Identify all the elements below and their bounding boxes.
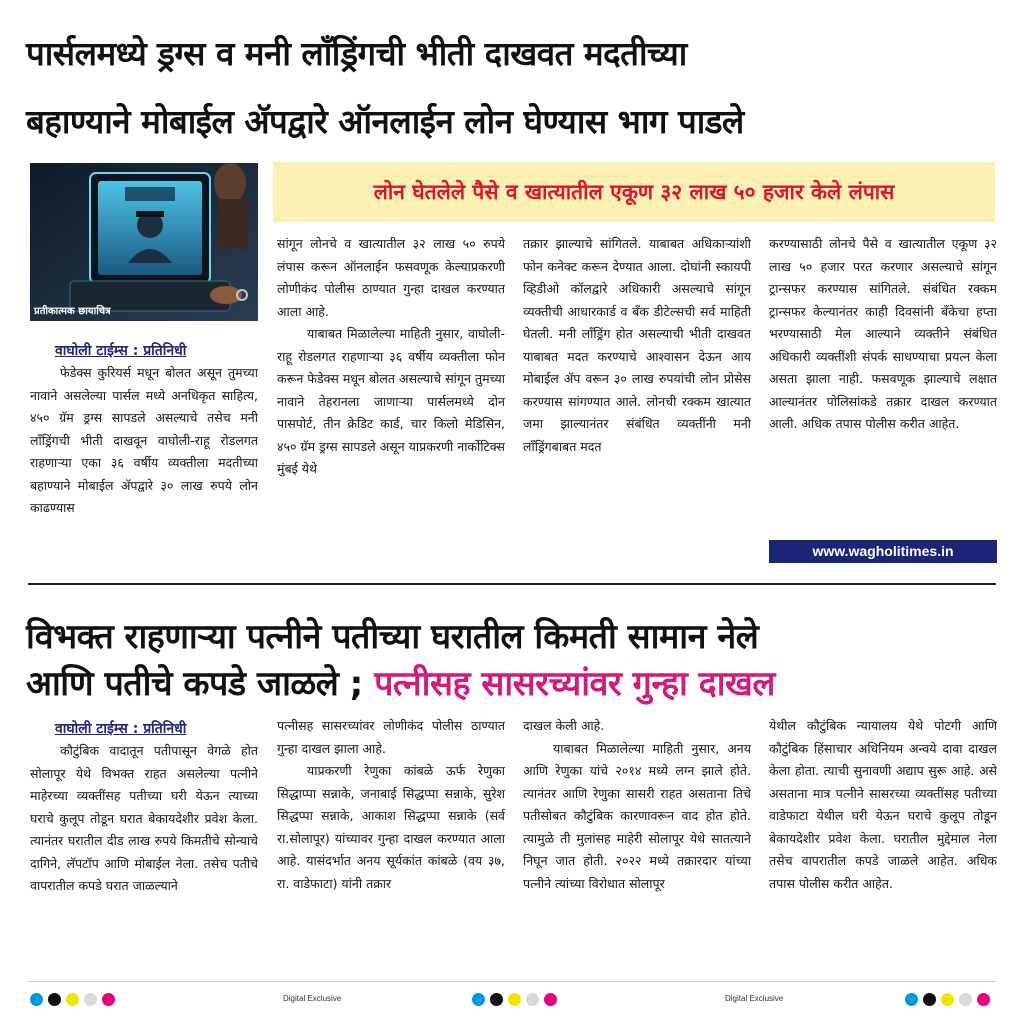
- paragraph: येथील कौटुंबिक न्यायालय येथे पोटगी आणि कौटुंबिक हिंसाचार अधिनियम अन्वये दावा दाखल केला होता. त्याची सुनावणी अद्याप सुरू आहे. असे असताना मात्र पत्नीने सासरच्या व्यक्तींसह पतीच्या वाडेफाटा येथील घरी येऊन घराचे कुलूप तोडून बेकायदेशीर प्रवेश केला. घरातील मुद्देमाल नेला तसेच वापरातील कपडे जाळले आहेत. अधिक तपास पोलीस करीत आहेत.: [769, 718, 997, 891]
- registration-dot: [923, 993, 936, 1006]
- registration-dot: [84, 993, 97, 1006]
- paragraph: फेडेक्स कुरियर्स मधून बोलत असून तुमच्या नावाने असलेल्या पार्सल मध्ये अनधिकृत साहित्य, ४५० ग्रॅम ड्रग्स सापडले असल्याचे तसेच मनी लाँड्रिंगची भीती दाखवून वाघोली-राहू रोडलगत राहणाऱ्या एका ३६ वर्षीय व्यक्तीला मदतीच्या बहाण्याने मोबाईल ॲपद्वारे ३० लाख रुपये लोन काढण्यास: [30, 365, 258, 515]
- registration-dot: [48, 993, 61, 1006]
- article1-column-1: [30, 362, 258, 568]
- photo-caption: प्रतीकात्मक छायाचित्र: [34, 306, 111, 317]
- paragraph: कौटुंबिक वादातून पतीपासून वेगळे होत सोलापूर येथे विभक्त राहत असलेल्या पत्नीने माहेरच्या व्यक्तींसह पतीच्या घरी येऊन त्याच्या घराचे कुलूप तोडून घरात बेकायदेशीर प्रवेश केला. त्यानंतर घरातील दीड लाख रुपये किमतीचे सोन्याचे दागिने, लॅपटॉप आणि मोबाईल नेला. तसेच पतीचे वापरातील कपडे घरात जाळल्याने: [30, 743, 258, 893]
- cyber-fraud-illustration: [30, 163, 258, 321]
- article1-column-3: [523, 233, 751, 573]
- article2-headline-accent: पत्नीसह सासरच्यांवर गुन्हा दाखल: [374, 664, 775, 704]
- paragraph: याबाबत मिळालेल्या माहिती नुसार, अनय आणि रेणुका यांचे २०१४ मध्ये लग्न झाले होते. त्यानंतर आणि रेणुका सासरी राहत असताना तिचे पतीसोबत कौटुंबिक कारणावरून वाद होत होते. त्यामुळे ती मुलांसह माहेरी सोलापूर येथे सातत्याने निघून जात होती. २०२२ मध्ये तक्रारदार यांच्या पत्नीने त्यांच्या विरोधात सोलापूर: [523, 740, 751, 891]
- registration-dot: [472, 993, 485, 1006]
- registration-dot: [30, 993, 43, 1006]
- article1-photo: [30, 163, 258, 321]
- registration-dot: [508, 993, 521, 1006]
- paragraph: करण्यासाठी लोनचे पैसे व खात्यातील एकूण ३२ लाख ५० हजार परत करणार असल्याचे सांगून ट्रान्सफर करण्यास सांगितले. संबंधित रक्कम ट्रान्सफर केल्यानंतर काही दिवसांनी बँकेचा हप्ता भरण्यासाठी मेल आल्याने व्यक्तीने संबंधित अधिकारी व्यक्तींशी संपर्क साधण्याचा प्रयत्न केला असता झाला नाही. फसवणूक झाल्याचे लक्षात आल्यानंतर पोलिसांकडे तक्रार दाखल करण्यात आली. अधिक तपास पोलीस करीत आहेत.: [769, 236, 997, 431]
- article1-headline-line1: पार्सलमध्ये ड्रग्स व मनी लाँड्रिंगची भीती दाखवत मदतीच्या: [26, 34, 687, 73]
- article2-headline-line2: [26, 659, 775, 705]
- article1-byline: वाघोली टाईम्स : प्रतिनिधी: [55, 343, 187, 359]
- registration-dot: [905, 993, 918, 1006]
- article2-column-2: [277, 715, 505, 970]
- article2-byline: वाघोली टाईम्स : प्रतिनिधी: [55, 721, 187, 737]
- footer-label-right: Digital Exclusive: [725, 994, 784, 1003]
- paragraph: पत्नीसह सासरच्यांवर लोणीकंद पोलीस ठाण्यात गुन्हा दाखल झाला आहे.: [277, 718, 505, 756]
- registration-marks-left: [30, 993, 115, 1006]
- registration-dot: [544, 993, 557, 1006]
- paragraph: सांगून लोनचे व खात्यातील ३२ लाख ५० रुपये लंपास करून ऑनलाईन फसवणूक केल्याप्रकरणी लोणीकंद पोलीस ठाण्यात गुन्हा दाखल करण्यात आला आहे.: [277, 236, 505, 319]
- paragraph: दाखल केली आहे.: [523, 718, 605, 733]
- footer-rule: [28, 981, 996, 982]
- registration-dot: [102, 993, 115, 1006]
- paragraph: याबाबत मिळालेल्या माहिती नुसार, वाघोली-राहू रोडलगत राहणाऱ्या ३६ वर्षीय व्यक्तीला फोन करून फेडेक्स मधून बोलत असल्याचे सांगून तुमच्या नावाने तेहरानला जाणाऱ्या पार्सलमध्ये दोन पासपोर्ट, तीन क्रेडिट कार्ड, चार किलो मेडिसिन, ४५० ग्रॅम ड्रग्स सापडले असून याप्रकरणी नार्कोटिक्स मुंबई येथे: [277, 326, 505, 476]
- article1-column-2: [277, 233, 505, 573]
- section-divider: [28, 583, 996, 585]
- registration-dot: [66, 993, 79, 1006]
- article2-headline-line1: विभक्त राहणाऱ्या पत्नीने पतीच्या घरातील किमती सामान नेले: [26, 617, 759, 657]
- registration-dot: [977, 993, 990, 1006]
- paragraph: याप्रकरणी रेणुका कांबळे ऊर्फ रेणुका सिद्धाप्पा सन्नाके, जनाबाई सिद्धप्पा सन्नाके, सुरेश सिद्धप्पा सन्नाके, आकाश सिद्धप्पा सन्नाके (सर्व रा.सोलापूर) यांच्यावर गुन्हा दाखल करण्यात आला आहे. यासंदर्भात अनय सूर्यकांत कांबळे (वय ३७, रा. वाडेफाटा) यांनी तक्रार: [277, 763, 505, 891]
- paragraph: तक्रार झाल्याचे सांगितले. याबाबत अधिकाऱ्यांशी फोन कनेक्ट करून देण्यात आला. दोघांनी स्कायपी व्हिडीओ कॉलद्वारे अधिकारी असल्याचे सांगून व्यक्तीची आधारकार्ड व बँक डीटेल्सची सर्व माहिती घेतली. मनी लाँड्रिंग होत असल्याची भीती दाखवत याबाबत मदत करण्याचे आश्वासन देऊन आय मोबाईल ॲप वरून ३० लाख रुपयांची लोन प्रोसेस करण्यास सांगण्यात आले. लोनची रक्कम खात्यात जमा झाल्यानंतर संबंधित व्यक्तींनी मनी लाँड्रिंगबाबत मदत: [523, 236, 751, 454]
- footer-label-left: Digital Exclusive: [283, 994, 342, 1003]
- website-link[interactable]: www.wagholitimes.in: [769, 540, 997, 563]
- article1-column-4: [769, 233, 997, 538]
- registration-dot: [941, 993, 954, 1006]
- article1-subheadline: लोन घेतलेले पैसे व खात्यातील एकूण ३२ लाख ५० हजार केले लंपास: [273, 162, 995, 222]
- article2-column-3: [523, 715, 751, 970]
- article2-column-4: [769, 715, 997, 970]
- registration-marks-right: [905, 993, 990, 1006]
- registration-dot: [526, 993, 539, 1006]
- registration-dot: [490, 993, 503, 1006]
- registration-marks-center: [472, 993, 557, 1006]
- registration-dot: [959, 993, 972, 1006]
- article1-headline-line2: बहाण्याने मोबाईल ॲपद्वारे ऑनलाईन लोन घेण्यास भाग पाडले: [26, 102, 744, 141]
- article2-column-1: [30, 740, 258, 970]
- article2-headline-black: आणि पतीचे कपडे जाळले ;: [26, 664, 363, 704]
